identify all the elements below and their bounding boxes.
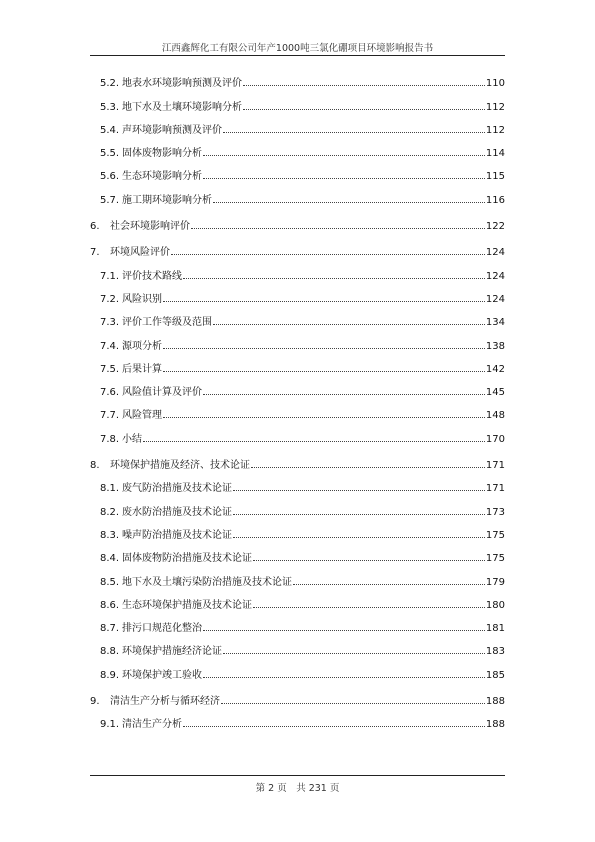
toc-entry-number: 5.7.: [100, 194, 120, 206]
toc-entry-page: 179: [485, 576, 505, 588]
toc-entry-page: 175: [485, 553, 505, 565]
toc-entry-number: 8.6.: [100, 599, 120, 611]
toc-entry-title: 环境保护措施及经济、技术论证: [110, 460, 250, 472]
toc-dot-leader: [223, 132, 485, 133]
toc-entry-title: 风险值计算及评价: [122, 387, 202, 399]
toc-chapter-entry[interactable]: [90, 684, 505, 707]
toc-entry-page: 124: [485, 270, 505, 282]
toc-entry-number: 8.: [90, 460, 100, 472]
toc-entry-page: 138: [485, 340, 505, 352]
toc-entry-number: 8.8.: [100, 646, 120, 658]
toc-section-entry[interactable]: [90, 182, 505, 205]
toc-entry-number: 7.7.: [100, 410, 120, 422]
toc-entry-page: 114: [485, 148, 505, 160]
toc-entry-page: 122: [485, 221, 505, 233]
toc-dot-leader: [163, 417, 485, 418]
toc-entry-number: 8.2.: [100, 506, 120, 518]
toc-entry-page: 171: [485, 483, 505, 495]
toc-dot-leader: [221, 703, 485, 704]
toc-entry-title: 环境风险评价: [110, 247, 170, 259]
toc-entry-number: 9.: [90, 696, 100, 708]
toc-dot-leader: [213, 202, 485, 203]
toc-dot-leader: [251, 467, 485, 468]
toc-entry-page: 173: [485, 506, 505, 518]
toc-dot-leader: [203, 394, 485, 395]
toc-section-entry[interactable]: [90, 375, 505, 398]
toc-dot-leader: [243, 85, 485, 86]
toc-section-entry[interactable]: [90, 328, 505, 351]
toc-entry-title: 噪声防治措施及技术论证: [122, 529, 232, 541]
toc-section-entry[interactable]: [90, 421, 505, 444]
toc-entry-page: 124: [485, 293, 505, 305]
toc-section-entry[interactable]: [90, 634, 505, 657]
toc-dot-leader: [203, 155, 485, 156]
toc-entry-number: 7.5.: [100, 363, 120, 375]
toc-entry-number: 7.: [90, 247, 100, 259]
toc-section-entry[interactable]: [90, 352, 505, 375]
toc-entry-number: 5.3.: [100, 101, 120, 113]
toc-entry-number: 6.: [90, 221, 100, 233]
toc-section-entry[interactable]: [90, 66, 505, 89]
toc-chapter-entry[interactable]: [90, 209, 505, 232]
toc-entry-title: 固体废物影响分析: [122, 148, 202, 160]
toc-entry-title: 源项分析: [122, 340, 162, 352]
header-rule: [90, 55, 505, 56]
toc-dot-leader: [253, 607, 485, 608]
toc-entry-number: 7.6.: [100, 387, 120, 399]
toc-entry-title: 后果计算: [122, 363, 162, 375]
toc-entry-page: 180: [485, 599, 505, 611]
toc-dot-leader: [191, 228, 485, 229]
toc-entry-page: 112: [485, 101, 505, 113]
toc-entry-title: 小结: [122, 433, 142, 445]
toc-entry-page: 115: [485, 171, 505, 183]
toc-section-entry[interactable]: [90, 398, 505, 421]
toc-section-entry[interactable]: [90, 564, 505, 587]
toc-section-entry[interactable]: [90, 518, 505, 541]
toc-dot-leader: [213, 324, 485, 325]
toc-section-entry[interactable]: [90, 494, 505, 517]
toc-section-entry[interactable]: [90, 707, 505, 730]
toc-section-entry[interactable]: [90, 89, 505, 112]
toc-entry-page: 124: [485, 247, 505, 259]
toc-entry-title: 清洁生产分析: [122, 719, 182, 731]
toc-entry-number: 7.2.: [100, 293, 120, 305]
toc-entry-title: 地下水及土壤污染防治措施及技术论证: [122, 576, 292, 588]
toc-entry-page: 175: [485, 529, 505, 541]
toc-dot-leader: [223, 653, 485, 654]
toc-entry-number: 8.7.: [100, 623, 120, 635]
toc-entry-page: 142: [485, 363, 505, 375]
table-of-contents: [90, 66, 505, 730]
toc-dot-leader: [233, 490, 485, 491]
toc-entry-number: 7.8.: [100, 433, 120, 445]
toc-dot-leader: [253, 560, 485, 561]
toc-entry-number: 8.4.: [100, 553, 120, 565]
toc-entry-title: 风险识别: [122, 293, 162, 305]
toc-section-entry[interactable]: [90, 541, 505, 564]
toc-entry-number: 8.9.: [100, 669, 120, 681]
toc-entry-page: 183: [485, 646, 505, 658]
toc-entry-page: 171: [485, 460, 505, 472]
toc-entry-title: 社会环境影响评价: [110, 221, 190, 233]
toc-entry-title: 环境保护竣工验收: [122, 669, 202, 681]
toc-dot-leader: [163, 301, 485, 302]
toc-entry-title: 固体废物防治措施及技术论证: [122, 553, 252, 565]
toc-dot-leader: [183, 278, 485, 279]
toc-entry-page: 185: [485, 669, 505, 681]
toc-entry-title: 地表水环境影响预测及评价: [122, 78, 242, 90]
toc-entry-title: 评价工作等级及范围: [122, 317, 212, 329]
toc-entry-title: 清洁生产分析与循环经济: [110, 696, 220, 708]
toc-section-entry[interactable]: [90, 282, 505, 305]
toc-entry-title: 地下水及土壤环境影响分析: [122, 101, 242, 113]
toc-entry-page: 148: [485, 410, 505, 422]
toc-section-entry[interactable]: [90, 113, 505, 136]
page-footer: 第 2 页 共 231 页: [255, 783, 340, 794]
toc-entry-number: 8.5.: [100, 576, 120, 588]
toc-entry-page: 134: [485, 317, 505, 329]
toc-entry-number: 9.1.: [100, 719, 120, 731]
toc-section-entry[interactable]: [90, 159, 505, 182]
toc-dot-leader: [203, 677, 485, 678]
toc-entry-page: 188: [485, 696, 505, 708]
toc-section-entry[interactable]: [90, 611, 505, 634]
toc-entry-number: 5.2.: [100, 78, 120, 90]
toc-dot-leader: [143, 441, 485, 442]
toc-entry-number: 8.1.: [100, 483, 120, 495]
toc-dot-leader: [183, 726, 485, 727]
toc-dot-leader: [203, 630, 485, 631]
toc-entry-page: 116: [485, 194, 505, 206]
toc-entry-title: 废水防治措施及技术论证: [122, 506, 232, 518]
toc-entry-number: 7.3.: [100, 317, 120, 329]
toc-entry-title: 评价技术路线: [122, 270, 182, 282]
toc-entry-title: 废气防治措施及技术论证: [122, 483, 232, 495]
toc-section-entry[interactable]: [90, 136, 505, 159]
toc-entry-title: 排污口规范化整治: [122, 623, 202, 635]
toc-section-entry[interactable]: [90, 305, 505, 328]
toc-section-entry[interactable]: [90, 471, 505, 494]
toc-entry-page: 181: [485, 623, 505, 635]
toc-entry-number: 5.6.: [100, 171, 120, 183]
toc-section-entry[interactable]: [90, 657, 505, 680]
toc-entry-page: 188: [485, 719, 505, 731]
toc-section-entry[interactable]: [90, 258, 505, 281]
running-header: 江西鑫辉化工有限公司年产1000吨三氯化硼项目环境影响报告书: [161, 43, 434, 54]
toc-entry-number: 7.4.: [100, 340, 120, 352]
toc-entry-number: 7.1.: [100, 270, 120, 282]
toc-entry-title: 声环境影响预测及评价: [122, 124, 222, 136]
toc-entry-title: 生态环境影响分析: [122, 171, 202, 183]
toc-section-entry[interactable]: [90, 588, 505, 611]
toc-entry-title: 风险管理: [122, 410, 162, 422]
toc-entry-title: 环境保护措施经济论证: [122, 646, 222, 658]
toc-dot-leader: [163, 371, 485, 372]
toc-entry-number: 5.4.: [100, 124, 120, 136]
toc-dot-leader: [293, 584, 485, 585]
toc-entry-title: 生态环境保护措施及技术论证: [122, 599, 252, 611]
toc-dot-leader: [243, 109, 485, 110]
toc-entry-number: 8.3.: [100, 529, 120, 541]
toc-dot-leader: [233, 537, 485, 538]
toc-dot-leader: [233, 514, 485, 515]
toc-entry-page: 170: [485, 433, 505, 445]
toc-entry-page: 110: [485, 78, 505, 90]
toc-chapter-entry[interactable]: [90, 235, 505, 258]
toc-entry-title: 施工期环境影响分析: [122, 194, 212, 206]
footer-rule: [90, 775, 505, 776]
toc-dot-leader: [163, 348, 485, 349]
toc-entry-page: 112: [485, 124, 505, 136]
toc-chapter-entry[interactable]: [90, 448, 505, 471]
toc-dot-leader: [171, 254, 485, 255]
toc-dot-leader: [203, 178, 485, 179]
toc-entry-page: 145: [485, 387, 505, 399]
toc-entry-number: 5.5.: [100, 148, 120, 160]
